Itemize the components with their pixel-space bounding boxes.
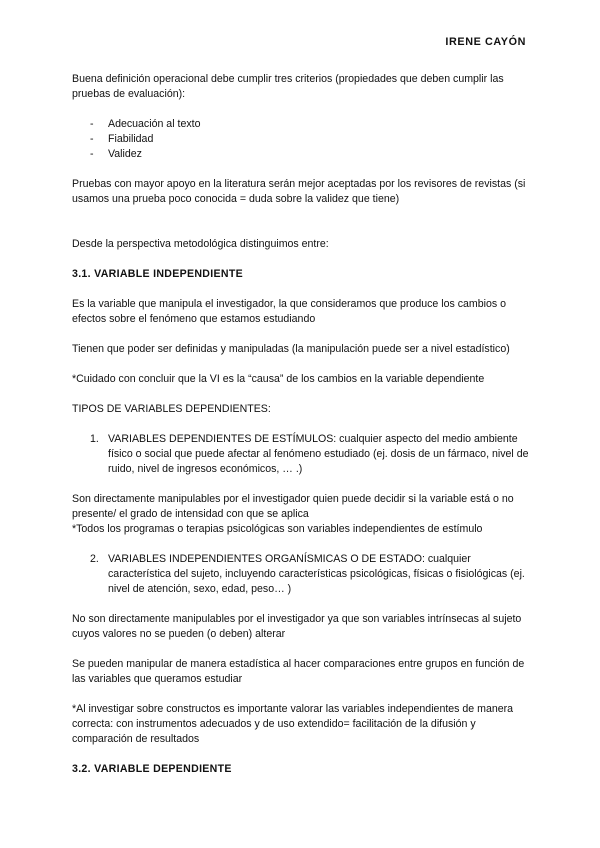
section-heading-independent: 3.1. VARIABLE INDEPENDIENTE [72,268,243,280]
list-item [72,132,534,147]
criteria-item-text: Fiabilidad [108,133,154,145]
definition-paragraph: Es la variable que manipula el investigador, la que consideramos que produce los cambios o efectos sobre el fenómeno que estamos estudiando [72,298,507,325]
criteria-item-text: Adecuación al texto [108,118,201,130]
statistical-paragraph: Se pueden manipular de manera estadística al hacer comparaciones entre grupos en función de las variables que queramos estudiar [72,658,525,685]
criteria-item-text: Validez [108,148,142,160]
criteria-intro: Buena definición operacional debe cumplir tres criterios (propiedades que deben cumplir las pruebas de evaluación): [72,73,504,100]
manipulation-paragraph: Tienen que poder ser definidas y manipuladas (la manipulación puede ser a nivel estadístico) [72,343,510,355]
item-number: 1. [90,433,99,445]
document-body [72,72,534,777]
item-text: VARIABLES DEPENDIENTES DE ESTÍMULOS: cualquier aspecto del medio ambiente físico o social que puede afectar al fenómeno estudiado (ej. dosis de un fármaco, nivel de ruido, nivel de ingresos económicos, … .) [108,433,529,475]
literature-paragraph: Pruebas con mayor apoyo en la literatura serán mejor aceptadas por los revisores de revistas (si usamos una prueba poco conocida = duda sobre la validez que tiene) [72,178,526,205]
criteria-list [72,117,534,162]
item2-note-paragraph: No son directamente manipulables por el investigador ya que son variables intrínsecas al sujeto cuyos valores no se pueden (o deben) alterar [72,613,522,640]
bullet-mark: - [90,118,94,130]
item-text: VARIABLES INDEPENDIENTES ORGANÍSMICAS O DE ESTADO: cualquier característica del sujeto, incluyendo características psicológicas, físicas o fisiológicas (ej. nivel de atención, sexo, edad, peso… ) [108,553,525,595]
perspective-paragraph: Desde la perspectiva metodológica distinguimos entre: [72,238,329,250]
list-item [72,147,534,162]
bullet-mark: - [90,148,94,160]
caution-note: *Cuidado con concluir que la VI es la “causa” de los cambios en la variable dependiente [72,373,485,385]
item-number: 2. [90,553,99,565]
item1-note-paragraph: Son directamente manipulables por el investigador quien puede decidir si la variable está o no presente/ el grado de intensidad con que se aplica [72,493,514,520]
item1-note-programs: *Todos los programas o terapias psicológicas son variables independientes de estímulo [72,523,483,535]
author-header: IRENE CAYÓN [445,36,526,48]
bullet-mark: - [90,133,94,145]
section-heading-dependent: 3.2. VARIABLE DEPENDIENTE [72,763,232,775]
numbered-item-1 [72,432,534,477]
list-item [72,117,534,132]
types-title: TIPOS DE VARIABLES DEPENDIENTES: [72,403,271,415]
numbered-item-2 [72,552,534,597]
constructs-note: *Al investigar sobre constructos es importante valorar las variables independientes de manera correcta: con instrumentos adecuados y de uso extendido= facilitación de la difusión y comparación de resultados [72,703,514,745]
